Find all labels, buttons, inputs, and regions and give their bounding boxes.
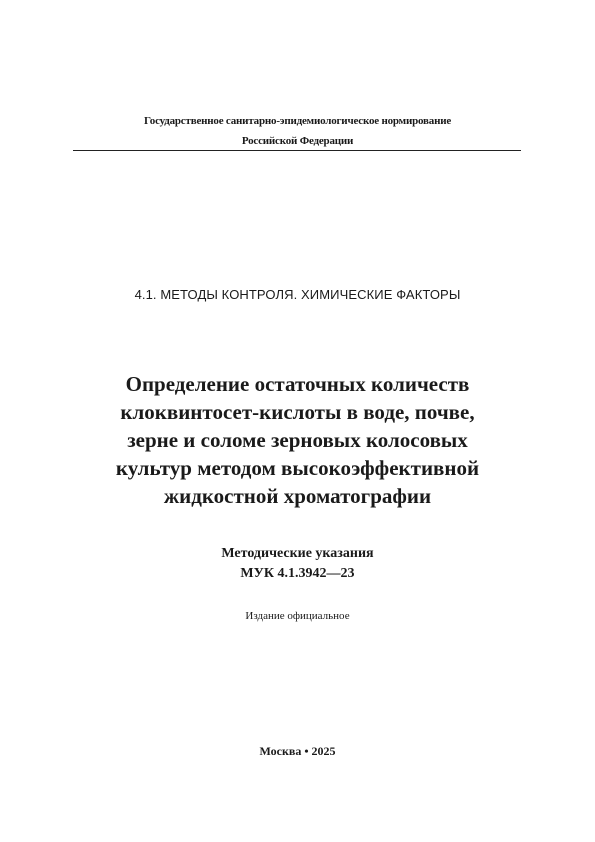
header-divider [73,150,521,151]
document-code: МУК 4.1.3942—23 [240,566,355,581]
title-line-1: Определение остаточных количеств [125,372,470,396]
issuing-body-header [0,111,595,151]
place-and-year: Москва • 2025 [259,744,336,758]
document-type-label: Методические указания [221,546,374,561]
document-title [0,370,595,510]
title-line-2: клоквинтосет-кислоты в воде, почве, [120,400,475,424]
title-line-4: культур методом высокоэффективной [115,456,480,480]
header-line-2: Российской Федерации [241,135,354,147]
title-line-5: жидкостной хроматографии [163,484,432,508]
edition-note: Издание официальное [245,610,350,622]
section-heading: 4.1. МЕТОДЫ КОНТРОЛЯ. ХИМИЧЕСКИЕ ФАКТОРЫ [134,287,461,302]
header-line-1: Государственное санитарно-эпидемиологическое нормирование [143,115,452,127]
document-type-block [0,544,595,584]
title-line-3: зерне и соломе зерновых колосовых [127,428,468,452]
